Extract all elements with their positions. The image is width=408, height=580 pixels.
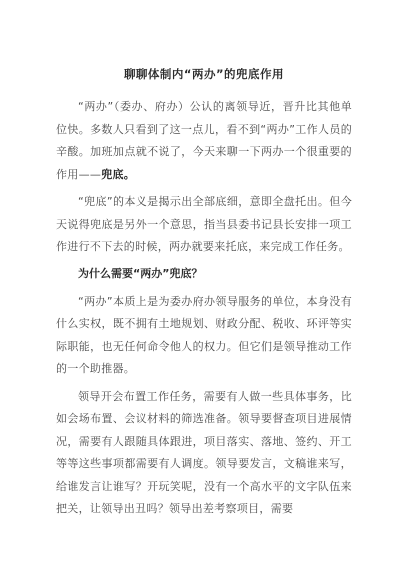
paragraph-1-emphasis: 兜底。: [101, 167, 136, 181]
paragraph-4: 领导开会布置工作任务，需要有人做一些具体事务，比如会场布置、会议材料的筛选准备。领导要督查项目进展情况，需要有人跟随具体跟进，项目落实、落地、签约、开工等等这些事项都需要有人调度。领导要发言，文稿谁来写，给谁发言让谁写？开玩笑呢，没有一个高水平的文字队伍来把关，让领导出丑吗？领导出差考察项目，需要: [56, 389, 352, 515]
document-title: 聊聊体制内“两办”的兜底作用: [123, 67, 285, 81]
paragraph-1-text: “两办”（委办、府办）公认的离领导近，晋升比其他单位快。多数人只看到了这一点儿，看不到“两办”工作人员的辛酸。加班加点就不说了，今天来聊一下两办一个很重要的作用——: [56, 100, 352, 181]
paragraph-1: [56, 96, 352, 186]
paragraph-2: “兜底”的本义是揭示出全部底细，意即全盘托出。但今天说得兜底是另外一个意思，指当县委书记县长安排一项工作进行不下去的时候，两办就要来托底，来完成工作任务。: [56, 195, 352, 253]
section-heading: 为什么需要“两办”兜底？: [78, 266, 203, 280]
paragraph-3: “两办”本质上是为委办府办领导服务的单位，本身没有什么实权，既不拥有土地规划、财政分配、税收、环评等实际职能，也无任何命令他人的权力。但它们是领导推动工作的一个助推器。: [56, 294, 352, 375]
